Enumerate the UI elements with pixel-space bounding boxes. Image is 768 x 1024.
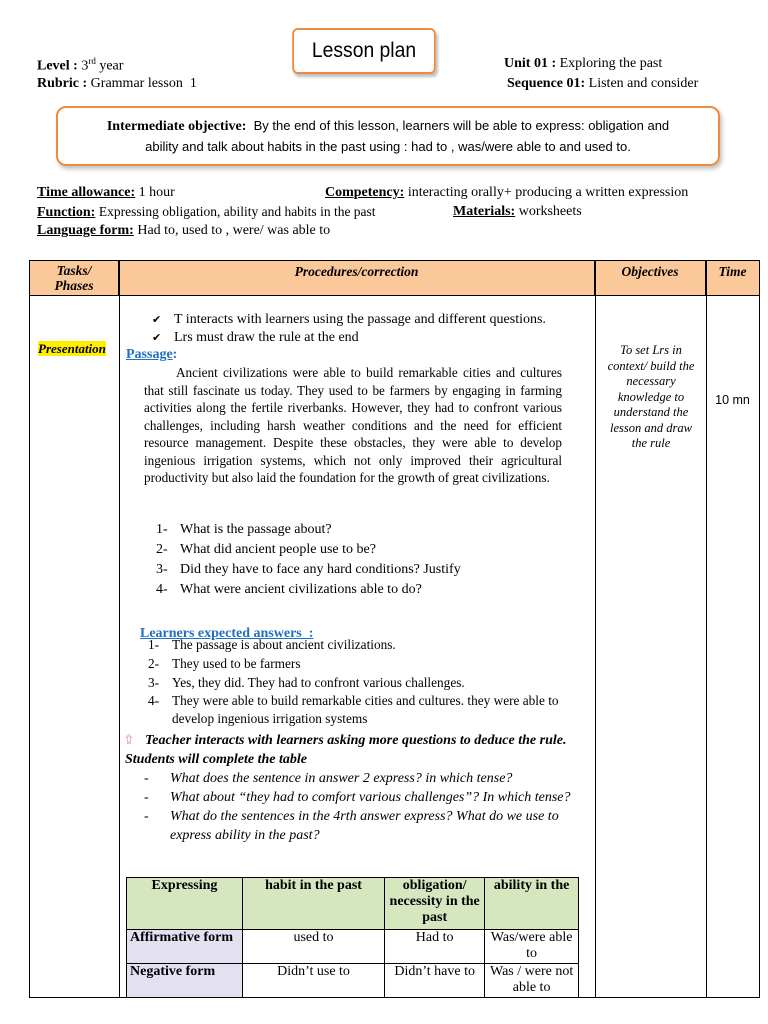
- language-form-value: Had to, used to , were/ was able to: [137, 223, 331, 238]
- header-time: Time: [706, 261, 759, 295]
- question-item: 2- What did ancient people use to be?: [156, 542, 376, 557]
- grammar-cell: Was/were able to: [485, 930, 579, 964]
- grammar-header-cell: ability in the: [485, 878, 579, 930]
- objective-box: [56, 106, 720, 166]
- language-form-label: Language form:: [37, 223, 134, 238]
- level-value-num: 3: [81, 58, 89, 74]
- grammar-header-cell: obligation/ necessity in the past: [385, 878, 485, 930]
- arrow-icon: ⮸: [125, 733, 133, 747]
- phase-label: [38, 341, 106, 358]
- grammar-row-label: Negative form: [127, 964, 243, 998]
- question-list: [156, 520, 461, 600]
- bullet-item: ✔ T interacts with learners using the passage and different questions.: [152, 312, 546, 327]
- time-allowance-label: Time allowance:: [37, 185, 136, 200]
- grammar-table: [126, 877, 579, 998]
- time-value: 10 mn: [715, 393, 750, 407]
- dash-item: - What about “they had to comfort various challenges”? In which tense?: [144, 790, 571, 805]
- objective-label: Intermediate objective:: [106, 119, 247, 134]
- unit-label: Unit 01 :: [504, 56, 557, 71]
- materials-label: Materials:: [453, 204, 516, 219]
- function: [37, 204, 376, 221]
- header-procedures: Procedures/correction: [119, 261, 595, 295]
- level-value-rest: year: [95, 58, 124, 74]
- objective-text: To set Lrs in context/ build the necessary knowledge to understand the lesson and draw the rule: [607, 343, 695, 450]
- level-label: Level :: [37, 58, 78, 74]
- grammar-cell: Had to: [385, 930, 485, 964]
- grammar-row-affirmative: [127, 930, 579, 964]
- dash-item: - What do the sentences in the 4rth answer express? What do we use to express ability in the past?: [144, 809, 559, 843]
- bullet-item: ✔ Lrs must draw the rule at the end: [152, 330, 359, 345]
- objective-line1: By the end of this lesson, learners will be able to express: obligation and: [253, 118, 670, 133]
- grammar-row-negative: [127, 964, 579, 998]
- time-allowance-value: 1 hour: [138, 185, 175, 200]
- check-icon: ✔: [152, 332, 162, 344]
- answer-item: 4- They were able to build remarkable cities and cultures. they were able to develop ingenious irrigation systems: [148, 693, 559, 726]
- competency-value: interacting orally+ producing a written expression: [407, 185, 689, 200]
- lesson-table: [29, 260, 760, 998]
- time-allowance: [37, 185, 175, 201]
- unit-value: Exploring the past: [559, 56, 663, 71]
- header-objectives: Objectives: [595, 261, 706, 295]
- grammar-row-label: Affirmative form: [127, 930, 243, 964]
- level-line: [37, 56, 123, 75]
- passage-text: Ancient civilizations were able to build remarkable cities and cultures that still fascinate us today. They used to be farmers by engaging in farming activities along the fertile riverbanks. However, they had to confront various challenges, including harsh weather conditions and the need for efficient resource management. Despite these obstacles, they were able to develop ingenious irrigation systems, which not only improved their agricultural productivity but also laid the foundation for the growth of great civilizations.: [144, 365, 562, 485]
- rubric-label: Rubric :: [37, 76, 88, 91]
- phase-presentation: Presentation: [38, 341, 106, 356]
- unit-line: [504, 56, 662, 72]
- grammar-cell: used to: [242, 930, 384, 964]
- objective-line2: ability and talk about habits in the past using : had to , was/were able to and used to.: [145, 139, 631, 154]
- level-value-sup: rd: [88, 56, 96, 66]
- answer-item: 2- They used to be farmers: [148, 656, 301, 671]
- header-tasks: Tasks/ Phases: [30, 261, 119, 295]
- bullet-list: [152, 311, 546, 347]
- grammar-table-header: [127, 878, 579, 930]
- dash-item: - What does the sentence in answer 2 express? in which tense?: [144, 771, 513, 786]
- answer-list: [148, 635, 588, 728]
- answer-item: 1- The passage is about ancient civilizations.: [148, 637, 396, 652]
- rubric-value: Grammar lesson 1: [90, 76, 197, 91]
- page-title: Lesson plan: [292, 28, 436, 74]
- grammar-cell: Didn’t use to: [242, 964, 384, 998]
- grammar-cell: Was / were not able to: [485, 964, 579, 998]
- materials: [453, 204, 582, 220]
- answer-item: 3- Yes, they did. They had to confront various challenges.: [148, 675, 465, 690]
- question-item: 1- What is the passage about?: [156, 522, 332, 537]
- grammar-header-cell: Expressing: [127, 878, 243, 930]
- question-item: 4- What were ancient civilizations able to do?: [156, 582, 422, 597]
- grammar-cell: Didn’t have to: [385, 964, 485, 998]
- sequence-line: [507, 76, 698, 92]
- dash-questions: [144, 769, 594, 845]
- function-label: Function:: [37, 205, 96, 220]
- competency-label: Competency:: [325, 185, 405, 200]
- function-value: Expressing obligation, ability and habits in the past: [98, 204, 376, 219]
- competency: [325, 185, 688, 201]
- check-icon: ✔: [152, 314, 162, 326]
- question-item: 3- Did they have to face any hard conditions? Justify: [156, 562, 461, 577]
- sequence-label: Sequence 01:: [507, 76, 586, 91]
- sequence-value: Listen and consider: [588, 76, 699, 91]
- rubric-line: [37, 76, 197, 92]
- language-form: [37, 223, 330, 239]
- grammar-header-cell: habit in the past: [242, 878, 384, 930]
- expected-answers-label: Learners expected answers :: [140, 626, 314, 641]
- passage-label: Passage:: [126, 347, 178, 362]
- teacher-note: ⮸ Teacher interacts with learners asking more questions to deduce the rule. Students will complete the table: [125, 733, 567, 767]
- materials-value: worksheets: [518, 204, 582, 219]
